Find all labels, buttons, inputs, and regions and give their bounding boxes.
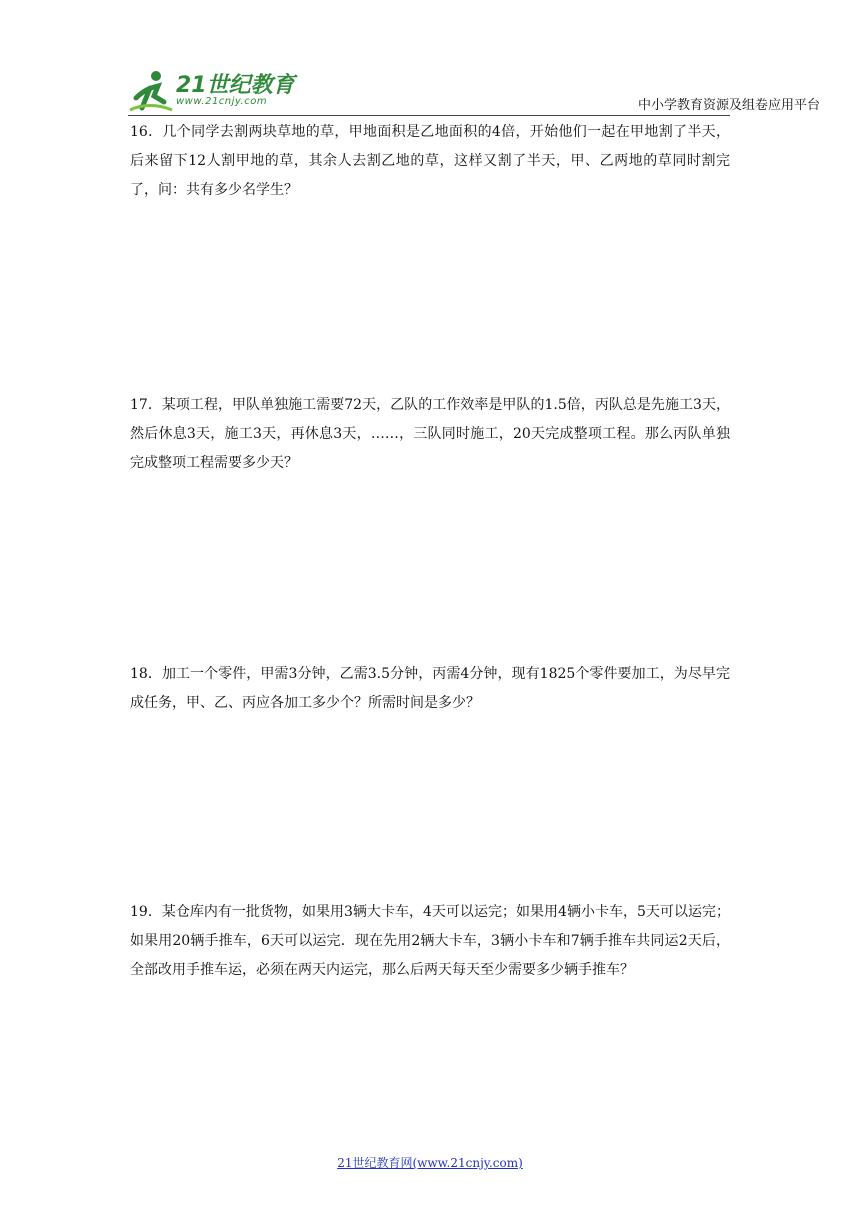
page-footer — [0, 1152, 860, 1171]
question-18: 18．加工一个零件，甲需3分钟，乙需3.5分钟，丙需4分钟，现有1825个零件要加工，为尽早完成任务，甲、乙、丙应各加工多少个？所需时间是多少？ — [130, 666, 730, 711]
question-19: 19．某仓库内有一批货物，如果用3辆大卡车，4天可以运完；如果用4辆小卡车，5天可以运完；如果用20辆手推车，6天可以运完．现在先用2辆大卡车，3辆小卡车和7辆手推车共同运2天后，全部改用手推车运，必须在两天内运完，那么后两天每天至少需要多少辆手推车？ — [130, 904, 730, 978]
question-17: 17．某项工程，甲队单独施工需要72天，乙队的工作效率是甲队的1.5倍，丙队总是先施工3天，然后休息3天，施工3天，再休息3天，……，三队同时施工，20天完成整项工程。那么丙队单独完成整项工程需要多少天？ — [130, 397, 730, 471]
page-header — [0, 0, 860, 120]
platform-name: 中小学教育资源及组卷应用平台 — [637, 98, 820, 113]
header-divider — [128, 115, 730, 116]
footer-link[interactable]: 21世纪教育网(www.21cnjy.com) — [337, 1156, 523, 1170]
logo-url: www.21cnjy.com — [176, 96, 268, 107]
site-logo[interactable] — [128, 66, 298, 118]
runner-logo-icon — [128, 68, 174, 114]
question-16: 16．几个同学去割两块草地的草，甲地面积是乙地面积的4倍，开始他们一起在甲地割了半天，后来留下12人割甲地的草，其余人去割乙地的草，这样又割了半天，甲、乙两地的草同时割完了，问：共有多少名学生？ — [130, 124, 730, 198]
logo-text: 21世纪教育 — [176, 73, 295, 98]
